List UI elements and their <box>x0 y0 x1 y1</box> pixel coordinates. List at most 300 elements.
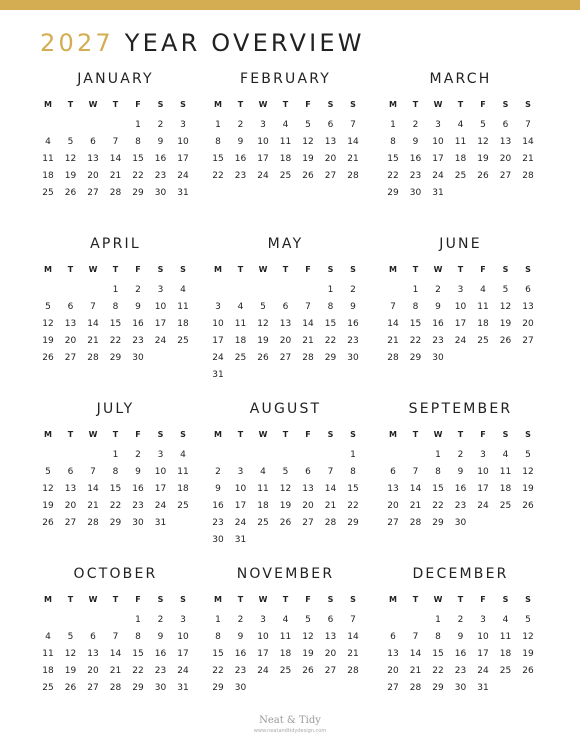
day-cell: 6 <box>502 120 509 130</box>
week-row <box>201 612 371 629</box>
day-cell: 10 <box>257 137 269 147</box>
day-cell: 14 <box>409 649 422 659</box>
day-cell: 23 <box>132 336 144 346</box>
day-cell: 24 <box>432 171 444 181</box>
day-cell: 1 <box>350 450 356 460</box>
day-cell: 25 <box>234 353 247 363</box>
day-cell: 17 <box>154 484 167 494</box>
day-cell: 22 <box>212 171 224 181</box>
weekday-label: F <box>480 100 486 109</box>
weekday-label: T <box>412 100 419 109</box>
day-cell: 28 <box>324 518 337 528</box>
day-cell: 26 <box>64 188 77 198</box>
brand-url: www.neatandtidydesign.com <box>253 728 327 734</box>
day-cell: 4 <box>180 285 186 295</box>
week-row <box>201 282 371 299</box>
day-cell: 8 <box>412 302 419 312</box>
week-row <box>201 117 371 134</box>
weekday-label: S <box>157 595 164 604</box>
weekday-label: M <box>389 100 397 109</box>
weekday-label: T <box>282 100 289 109</box>
day-cell: 1 <box>215 120 221 130</box>
day-cell: 26 <box>42 353 54 363</box>
day-cell: 1 <box>435 615 441 625</box>
weekday-label: S <box>525 595 531 604</box>
day-cell: 25 <box>454 171 467 181</box>
week-row <box>201 481 371 498</box>
weekday-header-row <box>201 591 371 608</box>
day-cell: 5 <box>282 467 289 477</box>
day-cell: 8 <box>215 137 221 147</box>
day-cell: 8 <box>390 137 396 147</box>
day-cell: 11 <box>477 302 489 312</box>
day-cell: 27 <box>64 353 77 363</box>
day-cell: 28 <box>87 518 99 528</box>
day-cell: 20 <box>64 501 77 511</box>
day-cell: 27 <box>387 683 399 693</box>
day-cell: 10 <box>177 632 189 642</box>
week-row <box>31 464 201 481</box>
week-row <box>201 498 371 515</box>
weekday-label: S <box>157 265 164 274</box>
day-cell: 16 <box>234 649 247 659</box>
day-cell: 30 <box>454 518 467 528</box>
day-cell: 17 <box>477 484 489 494</box>
week-row <box>201 464 371 481</box>
weekday-label: S <box>180 430 186 439</box>
day-cell: 19 <box>522 649 534 659</box>
day-cell: 1 <box>112 285 119 295</box>
weekday-label: W <box>88 430 98 439</box>
week-row <box>201 134 371 151</box>
day-cell: 23 <box>154 171 167 181</box>
weekday-label: W <box>88 100 98 109</box>
day-cell: 14 <box>387 319 399 329</box>
day-cell: 12 <box>477 137 489 147</box>
day-cell: 23 <box>234 171 247 181</box>
day-cell: 13 <box>387 484 399 494</box>
day-cell: 15 <box>212 154 224 164</box>
day-cell: 27 <box>87 188 99 198</box>
day-cell: 17 <box>177 649 189 659</box>
day-cell: 6 <box>67 467 74 477</box>
day-cell: 14 <box>347 632 359 642</box>
day-cell: 9 <box>457 632 464 642</box>
week-row <box>376 333 546 350</box>
weekday-label: S <box>525 265 531 274</box>
day-cell: 4 <box>480 285 486 295</box>
month-name: NOVEMBER <box>236 566 335 582</box>
day-cell: 10 <box>154 467 167 477</box>
day-cell: 11 <box>279 137 292 147</box>
weekday-label: T <box>412 265 419 274</box>
day-cell: 19 <box>257 336 269 346</box>
day-cell: 5 <box>502 285 509 295</box>
day-cell: 3 <box>260 120 266 130</box>
day-cell: 21 <box>87 501 99 511</box>
day-cell: 5 <box>260 302 266 312</box>
day-cell: 30 <box>132 353 144 363</box>
day-cell: 11 <box>257 484 269 494</box>
day-cell: 13 <box>387 649 399 659</box>
weekday-label: M <box>44 265 52 274</box>
day-cell: 18 <box>177 319 189 329</box>
day-cell: 17 <box>257 154 269 164</box>
day-cell: 19 <box>302 649 314 659</box>
day-cell: 19 <box>477 154 489 164</box>
day-cell: 17 <box>154 319 167 329</box>
weekday-label: S <box>502 265 509 274</box>
day-cell: 14 <box>324 484 337 494</box>
day-cell: 25 <box>279 171 292 181</box>
day-cell: 29 <box>212 683 224 693</box>
day-cell: 2 <box>237 615 244 625</box>
day-cell: 15 <box>132 154 144 164</box>
weekday-label: S <box>350 430 356 439</box>
day-cell: 18 <box>499 649 512 659</box>
week-row <box>376 185 546 202</box>
day-cell: 28 <box>87 353 99 363</box>
day-cell: 29 <box>132 683 144 693</box>
month-name: AUGUST <box>249 401 322 417</box>
day-cell: 29 <box>109 518 122 528</box>
weekday-label: S <box>502 595 509 604</box>
week-row <box>376 515 546 532</box>
month-june <box>376 234 546 367</box>
day-cell: 20 <box>324 154 337 164</box>
weekday-label: S <box>327 100 334 109</box>
weekday-label: T <box>67 595 74 604</box>
day-cell: 30 <box>212 535 224 545</box>
weekday-label: M <box>44 595 52 604</box>
day-cell: 7 <box>350 615 356 625</box>
week-row <box>201 367 371 384</box>
day-cell: 31 <box>477 683 489 693</box>
day-cell: 27 <box>387 518 399 528</box>
day-cell: 6 <box>90 137 96 147</box>
week-row <box>376 663 546 680</box>
day-cell: 29 <box>324 353 337 363</box>
day-cell: 22 <box>132 666 144 676</box>
title-year: 2027 <box>40 29 114 57</box>
day-cell: 12 <box>64 154 77 164</box>
day-cell: 28 <box>522 171 534 181</box>
week-row <box>31 629 201 646</box>
week-row <box>376 680 546 697</box>
day-cell: 1 <box>412 285 419 295</box>
weekday-label: T <box>457 265 464 274</box>
day-cell: 30 <box>154 683 167 693</box>
day-cell: 28 <box>409 683 422 693</box>
day-cell: 10 <box>154 302 167 312</box>
day-cell: 13 <box>279 319 292 329</box>
day-cell: 27 <box>499 171 512 181</box>
month-name: FEBRUARY <box>239 71 332 87</box>
weekday-label: S <box>350 265 356 274</box>
title-text: YEAR OVERVIEW <box>124 29 365 57</box>
day-cell: 14 <box>522 137 534 147</box>
day-cell: 9 <box>157 632 164 642</box>
week-row <box>376 316 546 333</box>
day-cell: 3 <box>260 615 266 625</box>
weekday-label: S <box>327 595 334 604</box>
day-cell: 20 <box>64 336 77 346</box>
day-cell: 9 <box>435 302 441 312</box>
day-cell: 11 <box>279 632 292 642</box>
weekday-label: S <box>180 595 186 604</box>
day-cell: 11 <box>499 632 512 642</box>
weekday-label: T <box>67 265 74 274</box>
day-cell: 18 <box>177 484 189 494</box>
weekday-label: F <box>480 595 486 604</box>
day-cell: 3 <box>237 467 244 477</box>
weekday-label: W <box>258 265 268 274</box>
month-april <box>31 234 201 367</box>
day-cell: 2 <box>157 120 164 130</box>
day-cell: 13 <box>87 154 99 164</box>
day-cell: 12 <box>42 484 54 494</box>
day-cell: 24 <box>477 501 489 511</box>
day-cell: 23 <box>347 336 359 346</box>
day-cell: 15 <box>347 484 359 494</box>
weekday-label: F <box>135 430 141 439</box>
day-cell: 20 <box>87 171 99 181</box>
day-cell: 23 <box>234 666 247 676</box>
week-row <box>31 316 201 333</box>
day-cell: 26 <box>302 171 314 181</box>
day-cell: 24 <box>257 171 269 181</box>
day-cell: 1 <box>435 450 441 460</box>
day-cell: 3 <box>480 450 486 460</box>
day-cell: 25 <box>257 518 269 528</box>
weekday-label: T <box>112 100 119 109</box>
day-cell: 7 <box>112 137 119 147</box>
day-cell: 26 <box>42 518 54 528</box>
day-cell: 1 <box>327 285 334 295</box>
day-cell: 8 <box>350 467 356 477</box>
day-cell: 29 <box>432 683 444 693</box>
day-cell: 19 <box>302 154 314 164</box>
weekday-label: S <box>525 100 531 109</box>
week-row <box>376 498 546 515</box>
day-cell: 31 <box>177 188 189 198</box>
week-row <box>31 680 201 697</box>
day-cell: 4 <box>237 302 244 312</box>
day-cell: 24 <box>234 518 247 528</box>
day-cell: 3 <box>480 615 486 625</box>
week-row <box>201 646 371 663</box>
month-august <box>201 399 371 549</box>
day-cell: 12 <box>302 137 314 147</box>
day-cell: 18 <box>257 501 269 511</box>
month-name: DECEMBER <box>412 566 509 582</box>
week-row <box>201 333 371 350</box>
day-cell: 2 <box>135 450 141 460</box>
day-cell: 24 <box>477 666 489 676</box>
day-cell: 3 <box>457 285 464 295</box>
day-cell: 26 <box>499 336 512 346</box>
weekday-label: W <box>433 430 443 439</box>
day-cell: 12 <box>499 302 512 312</box>
weekday-label: M <box>389 595 397 604</box>
day-cell: 21 <box>324 501 337 511</box>
month-january <box>31 69 201 202</box>
weekday-label: W <box>88 265 98 274</box>
day-cell: 15 <box>432 649 444 659</box>
day-cell: 5 <box>480 120 486 130</box>
day-cell: 17 <box>234 501 247 511</box>
weekday-label: T <box>412 430 419 439</box>
day-cell: 17 <box>257 649 269 659</box>
week-row <box>31 151 201 168</box>
day-cell: 19 <box>64 171 77 181</box>
day-cell: 31 <box>234 535 247 545</box>
day-cell: 22 <box>212 666 224 676</box>
month-march <box>376 69 546 202</box>
day-cell: 15 <box>409 319 422 329</box>
weekday-header-row <box>201 96 371 113</box>
day-cell: 2 <box>457 450 464 460</box>
week-row <box>376 629 546 646</box>
weekday-label: W <box>433 100 443 109</box>
day-cell: 19 <box>42 501 54 511</box>
day-cell: 21 <box>347 649 359 659</box>
week-row <box>376 350 546 367</box>
day-cell: 12 <box>279 484 292 494</box>
week-row <box>201 151 371 168</box>
weekday-header-row <box>31 96 201 113</box>
day-cell: 24 <box>177 171 189 181</box>
day-cell: 3 <box>180 615 186 625</box>
day-cell: 2 <box>237 120 244 130</box>
day-cell: 29 <box>409 353 422 363</box>
day-cell: 1 <box>215 615 221 625</box>
day-cell: 25 <box>177 336 189 346</box>
day-cell: 6 <box>525 285 531 295</box>
weekday-label: T <box>457 100 464 109</box>
week-row <box>31 646 201 663</box>
day-cell: 31 <box>212 370 224 380</box>
day-cell: 3 <box>157 285 164 295</box>
day-cell: 18 <box>454 154 467 164</box>
day-cell: 21 <box>409 666 422 676</box>
week-row <box>201 350 371 367</box>
weekday-label: F <box>135 265 141 274</box>
day-cell: 5 <box>525 615 531 625</box>
day-cell: 20 <box>387 501 399 511</box>
weekday-label: T <box>282 430 289 439</box>
day-cell: 11 <box>499 467 512 477</box>
month-name: JULY <box>96 401 135 417</box>
day-cell: 30 <box>432 353 444 363</box>
day-cell: 3 <box>180 120 186 130</box>
weekday-label: T <box>282 595 289 604</box>
day-cell: 28 <box>409 518 422 528</box>
day-cell: 29 <box>109 353 122 363</box>
day-cell: 8 <box>327 302 334 312</box>
day-cell: 19 <box>42 336 54 346</box>
weekday-label: S <box>350 100 356 109</box>
weekday-label: S <box>502 100 509 109</box>
weekday-label: M <box>389 430 397 439</box>
day-cell: 20 <box>522 319 534 329</box>
day-cell: 22 <box>109 336 122 346</box>
week-row <box>31 117 201 134</box>
day-cell: 23 <box>212 518 224 528</box>
day-cell: 13 <box>302 484 314 494</box>
weekday-header-row <box>31 261 201 278</box>
day-cell: 12 <box>522 632 534 642</box>
day-cell: 21 <box>109 171 122 181</box>
day-cell: 18 <box>477 319 489 329</box>
day-cell: 30 <box>234 683 247 693</box>
day-cell: 6 <box>390 632 396 642</box>
day-cell: 16 <box>347 319 359 329</box>
month-name: SEPTEMBER <box>408 401 513 417</box>
day-cell: 25 <box>42 188 54 198</box>
day-cell: 21 <box>109 666 122 676</box>
weekday-header-row <box>201 426 371 443</box>
brand-footer <box>0 714 580 735</box>
day-cell: 15 <box>109 319 122 329</box>
day-cell: 27 <box>522 336 534 346</box>
weekday-label: T <box>237 430 244 439</box>
day-cell: 9 <box>350 302 356 312</box>
weekday-label: S <box>327 265 334 274</box>
week-row <box>201 629 371 646</box>
day-cell: 28 <box>387 353 399 363</box>
day-cell: 23 <box>132 501 144 511</box>
day-cell: 16 <box>454 649 467 659</box>
week-row <box>376 168 546 185</box>
day-cell: 5 <box>45 467 51 477</box>
day-cell: 27 <box>64 518 77 528</box>
day-cell: 14 <box>87 484 99 494</box>
day-cell: 6 <box>327 120 334 130</box>
week-row <box>376 646 546 663</box>
day-cell: 16 <box>132 484 144 494</box>
day-cell: 18 <box>279 154 292 164</box>
day-cell: 6 <box>390 467 396 477</box>
day-cell: 18 <box>499 484 512 494</box>
day-cell: 9 <box>135 467 141 477</box>
day-cell: 20 <box>387 666 399 676</box>
day-cell: 29 <box>132 188 144 198</box>
day-cell: 14 <box>302 319 314 329</box>
day-cell: 14 <box>347 137 359 147</box>
day-cell: 2 <box>135 285 141 295</box>
day-cell: 27 <box>279 353 292 363</box>
week-row <box>376 282 546 299</box>
day-cell: 8 <box>215 632 221 642</box>
day-cell: 29 <box>347 518 359 528</box>
day-cell: 13 <box>87 649 99 659</box>
day-cell: 5 <box>45 302 51 312</box>
day-cell: 21 <box>522 154 534 164</box>
day-cell: 12 <box>42 319 54 329</box>
weekday-header-row <box>376 591 546 608</box>
day-cell: 27 <box>324 171 337 181</box>
day-cell: 5 <box>305 615 311 625</box>
week-row <box>201 299 371 316</box>
week-row <box>31 299 201 316</box>
week-row <box>31 612 201 629</box>
day-cell: 11 <box>42 154 54 164</box>
weekday-label: S <box>180 100 186 109</box>
day-cell: 18 <box>42 666 54 676</box>
day-cell: 25 <box>42 683 54 693</box>
week-row <box>31 350 201 367</box>
